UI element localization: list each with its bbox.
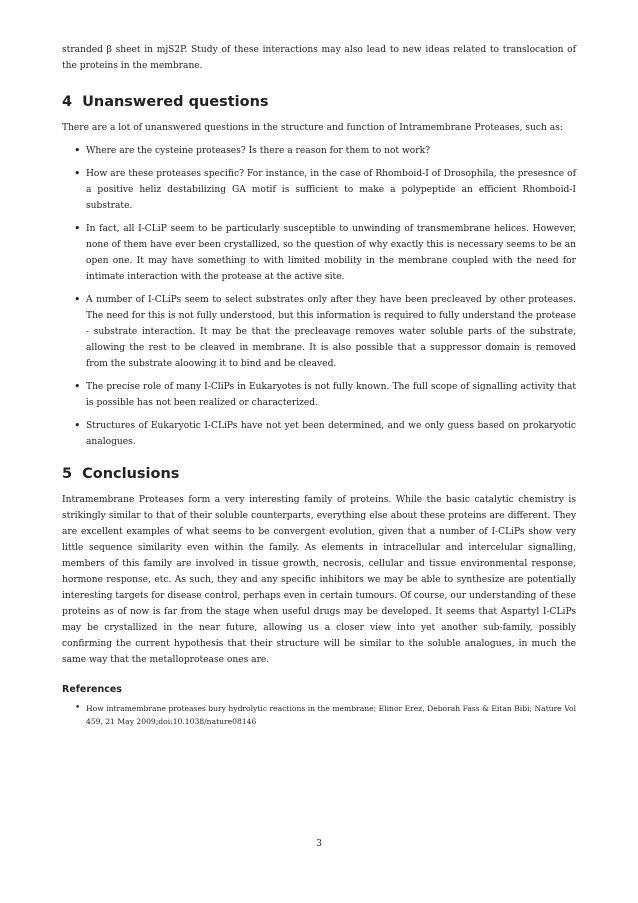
list-item: • How are these proteases specific? For instance, in the case of Rhomboid-I of Drosophila, the presesnce of a positive heliz destabilizing GA motif is sufficient to make a polypeptide an efficient Rhomboid-I substrate. (86, 166, 576, 214)
list-item: • In fact, all I-CLiP seem to be particularly susceptible to unwinding of transmembrane helices. However, none of them have ever been crystallized, so the question of why exactly this is necessary seems to be an open one. It may have something to with limited mobility in the membrane coupled with the need for intimate interaction with the protease at the active site. (86, 221, 576, 285)
page-number: 3 (316, 839, 322, 849)
section-title: Conclusions (82, 466, 180, 482)
section-number: 5 (62, 466, 73, 482)
section-heading-unanswered-questions (62, 93, 576, 111)
section-title: Unanswered questions (82, 94, 269, 110)
intro-paragraph: stranded β sheet in mjS2P. Study of these interactions may also lead to new ideas related to translocation of the proteins in the membrane. (62, 45, 576, 71)
page-content (62, 42, 576, 728)
list-item: • The precise role of many I-CliPs in Eukaryotes is not fully known. The full scope of signalling activity that is possible has not been realized or characterized. (86, 379, 576, 411)
section-lead-paragraph: There are a lot of unanswered questions in the structure and function of Intramembrane Proteases, such as: (62, 123, 563, 133)
references-heading: References (62, 684, 122, 695)
list-item: • A number of I-CLiPs seem to select substrates only after they have been precleaved by other proteases. The need for this is not fully understood, but this information is required to fully understand the protease - substrate interaction. It may be that the precleavage removes water soluble parts of the substrate, allowing the rest to be cleaved in membrane. It is also possible that a suppressor domain is removed from the substrate aloowing it to bind and be cleaved. (86, 292, 576, 372)
list-item: • Structures of Eukaryotic I-CLiPs have not yet been determined, and we only guess based on prokaryotic analogues. (86, 418, 576, 450)
list-item: • Where are the cysteine proteases? Is there a reason for them to not work? (86, 143, 576, 159)
section-number: 4 (62, 94, 73, 110)
section-heading-conclusions (62, 465, 576, 483)
questions-list (62, 143, 576, 450)
conclusions-paragraph: Intramembrane Proteases form a very interesting family of proteins. While the basic catalytic chemistry is strikingly similar to that of their soluble counterparts, everything else about these proteins are different. They are excellent examples of what seems to be convergent evolution, given that a number of I-CLiPs show very little sequence similarity even within the family. As elements in intracellular and intercelular signalling, members of this family are involved in tissue growth, necrosis, cellular and tissue environmental response, hormone response, etc. As such, they and any specific inhibitors we may be able to synthesize are potentially interesting targets for disease control, perhaps even in certain tumours. Of course, our understanding of these proteins as of now is far from the stage when useful drugs may be developed. It seems that Aspartyl I-CLiPs may be crystallized in the near future, allowing us a closer view into yet another sub-family, possibly confirming the current hypothesis that their structure will be similar to the soluble analogues, in much the same way that the metalloprotease ones are. (62, 495, 576, 665)
reference-item: • How intramembrane proteases bury hydrolytic reactions in the membrane; Elinor Erez, Deborah Fass & Eitan Bibi; Nature Vol 459, 21 May 2009;doi:10.1038/nature08146 (86, 702, 576, 728)
references-list (62, 702, 576, 728)
